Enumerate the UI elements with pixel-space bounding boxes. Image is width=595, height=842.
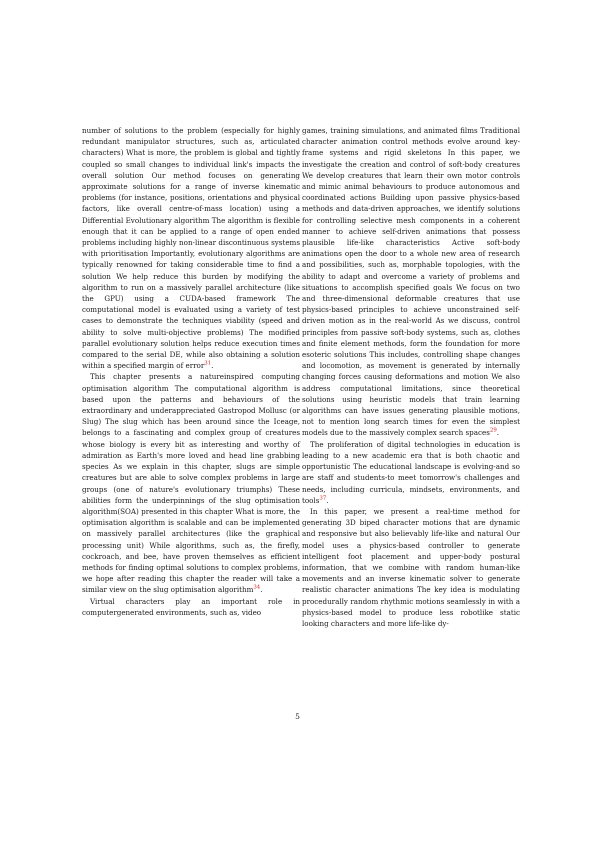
paragraph-text: Virtual characters play an important role in computergenerated environments, such as, video — [82, 596, 300, 617]
citation-link[interactable]: 34 — [253, 584, 261, 591]
right-column — [302, 125, 520, 629]
citation-link[interactable]: 29 — [489, 428, 497, 435]
paragraph — [82, 371, 300, 595]
paragraph — [302, 439, 520, 506]
citation-link[interactable]: 31 — [204, 360, 212, 367]
paragraph-text: number of solutions to the problem (especially for highly redundant manipulator structures, such as, articulated characters) What is more, the problem is global and tightly coupled so small changes to individual link's impacts the overall solution Our method focuses on generating approximate solutions for a range of inverse kinematic problems (for instance, positions, orientations and physical factors, like overall centre-of-mass location) using a Differential Evolutionary algorithm The algorithm is flexible enough that it can be applied to a range of open ended problems including highly non-linear discontinuous systems with prioritisation Importantly, evolutionary algorithms are typically renowned for taking considerable time to find a solution We help reduce this burden by modifying the algorithm to run on a massively parallel architecture (like the GPU) using a CUDA-based framework The computational model is evaluated using a variety of test cases to demonstrate the techniques viability (speed and ability to solve multi-objective problems) The modified parallel evolutionary solution helps reduce execution times compared to the serial DE, while also obtaining a solution within a specified margin of error — [82, 126, 300, 371]
paragraph — [302, 125, 520, 439]
paragraph-text: The proliferation of digital technologies in education is leading to a new academic era that is both chaotic and opportunistic The educational landscape is evolving-and so are staff and students-to meet tomorrow's challenges and needs, including curricula, mindsets, environments, and tools — [302, 439, 520, 505]
paragraph-end: . — [326, 495, 329, 505]
paragraph — [302, 506, 520, 629]
paragraph-text: This chapter presents a natureinspired computing optimisation algorithm The computational algorithm is based upon the patterns and behaviours of the extraordinary and underappreciated Gastropod Mollusc (or Slug) The slug which has been around since the Iceage, belongs to a fascinating and complex group of creatures whose biology is every bit as interesting and worthy of admiration as Earth's more loved and head line grabbing species As we explain in this chapter, slugs are simple creatures but are able to solve complex problems in large groups (one of nature's evolutionary triumphs) These abilities form the underpinnings of the slug optimisation algorithm(SOA) presented in this chapter What is more, the optimisation algorithm is scalable and can be implemented on massively parallel architectures (like the graphical processing unit) While algorithms, such as, the firefly, cockroach, and bee, have proven themselves as efficient methods for finding optimal solutions to complex problems, we hope after reading this chapter the reader will take a similar view on the slug optimisation algorithm — [82, 372, 300, 595]
page-number: 5 — [295, 712, 300, 721]
paragraph — [82, 596, 300, 618]
paragraph-text: In this paper, we present a real-time method for generating 3D biped character motions that are dynamic and responsive but also believably life-like and natural Our model uses a physics-based controller to generate intelligent foot placement and upper-body postural information, that we combine with random human-like movements and an inverse kinematic solver to generate realistic character animations The key idea is modulating procedurally random rhythmic motions seamlessly in with a physics-based model to produce less robotlike static looking characters and more life-like dy- — [302, 506, 520, 628]
paragraph-end: . — [260, 585, 263, 595]
paragraph-end: . — [211, 361, 214, 371]
paragraph — [82, 125, 300, 371]
left-column — [82, 125, 300, 618]
citation-link[interactable]: 37 — [319, 495, 327, 502]
paragraph-end: . — [496, 428, 500, 438]
paragraph-text: games, training simulations, and animated films Traditional character animation control methods evolve around key-frame systems and rigid skeletons In this paper, we investigate the creation and control of soft-body creatures We develop creatures that learn their own motor controls and mimic animal behaviours to produce autonomous and coordinated actions Building upon passive physics-based methods and data-driven approaches, we identify solutions for controlling selective mesh components in a coherent manner to achieve self-driven animations that possess plausible life-like characteristics Active soft-body animations open the door to a whole new area of research and possibilities, such as, morphable topologies, with the ability to adapt and overcome a variety of problems and situations to accomplish specified goals We focus on two and three-dimensional deformable creatures that use physics-based principles to achieve unconstrained self-driven motion as in the real-world As we discuss, control principles from passive soft-body systems, such as, clothes and finite element methods, form the foundation for more esoteric solutions This includes, controlling shape changes and locomotion, as movement is generated by internally changing forces causing deformations and motion We also address computational limitations, since theoretical solutions using heuristic models that train learning algorithms can have issues generating plausible motions, not to mention long search times for even the simplest models due to the massively complex search spaces — [302, 126, 520, 438]
